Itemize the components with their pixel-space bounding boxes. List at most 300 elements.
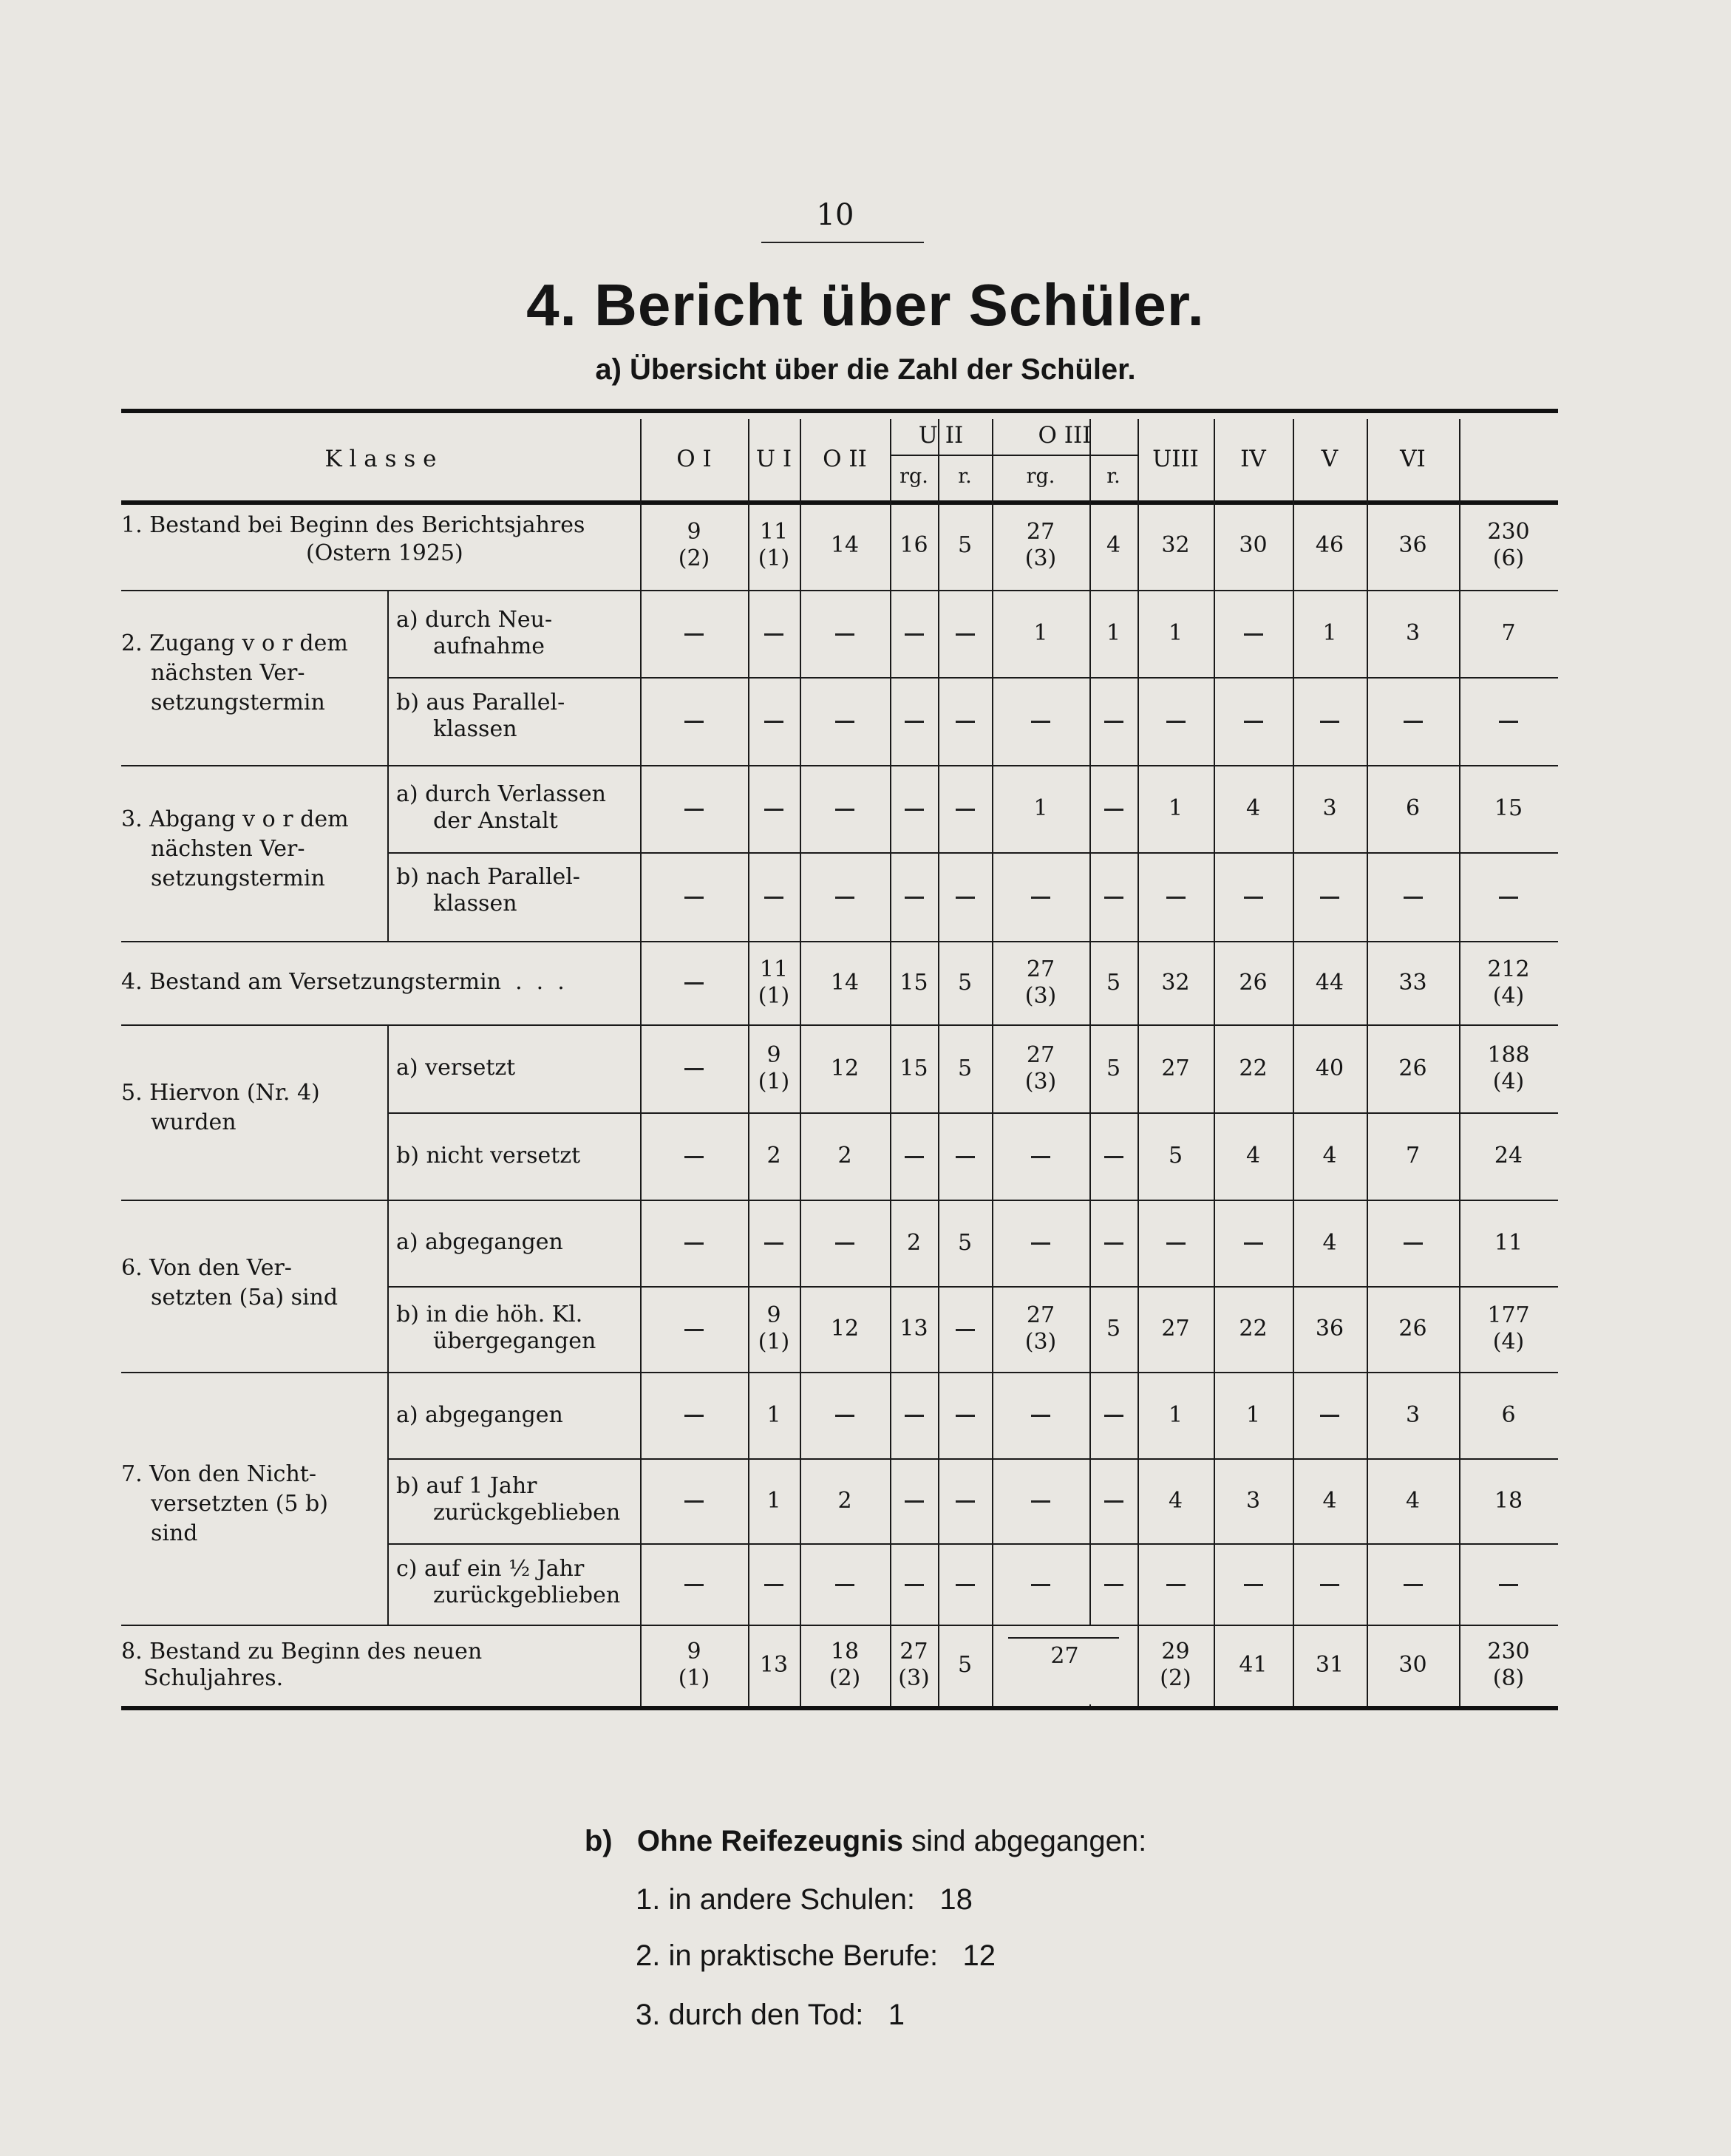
sub-row-label: klassen (433, 716, 517, 742)
table-cell (1459, 1402, 1558, 1429)
sub-row-label: übergegangen (433, 1328, 596, 1354)
page-number: 10 (816, 198, 854, 232)
table-cell (992, 1571, 1089, 1597)
cell-value: 4 (1245, 795, 1261, 821)
table-cell (938, 1055, 992, 1082)
dash-mark (1404, 1242, 1423, 1245)
table-cell (992, 1488, 1089, 1514)
table-cell (1367, 1143, 1459, 1169)
table-cell (938, 1652, 992, 1679)
table-cell (1089, 970, 1137, 996)
cell-value: 4 (1405, 1487, 1421, 1514)
list-item-value: 12 (962, 1939, 996, 1972)
table-rule (121, 1625, 1558, 1626)
column-header: IV (1240, 446, 1266, 472)
cell-value: 36 (1315, 1316, 1344, 1341)
dash-mark (905, 721, 924, 723)
table-cell (938, 883, 992, 910)
row-label: 2. Zugang v o r dem (121, 630, 348, 656)
table-cell (800, 970, 890, 996)
cell-value: 1 (1168, 795, 1183, 821)
table-cell (800, 1316, 890, 1342)
list-item-label: 2. in praktische Berufe: (636, 1939, 939, 1972)
table-cell (890, 532, 938, 559)
cell-subvalue: (1) (758, 982, 790, 1009)
cell-subvalue: (8) (1492, 1665, 1525, 1691)
sub-row-label: klassen (433, 891, 517, 917)
table-rule (992, 455, 1137, 456)
dash-mark (905, 1500, 924, 1503)
table-cell (1293, 1316, 1367, 1342)
table-cell (890, 970, 938, 996)
table-cell (640, 1639, 748, 1692)
table-cell (1214, 970, 1293, 996)
table-cell (938, 795, 992, 822)
cell-value: 5 (957, 1229, 973, 1256)
table-cell (1367, 883, 1459, 910)
table-cell (938, 1571, 992, 1597)
column-header: r. (1106, 465, 1120, 488)
table-rule (121, 590, 1558, 591)
row-label: 1. Bestand bei Beginn des Berichtsjahres (121, 512, 585, 538)
column-header: rg. (899, 465, 928, 488)
dash-mark (684, 1329, 704, 1331)
table-rule (890, 455, 992, 456)
cell-value: 5 (957, 1055, 973, 1081)
table-cell (748, 1302, 800, 1356)
table-cell (1137, 620, 1214, 647)
table-cell (640, 519, 748, 572)
cell-value: 15 (1494, 795, 1523, 821)
cell-value: 40 (1315, 1055, 1344, 1081)
row-label: nächsten Ver- (151, 660, 305, 686)
cell-value: 3 (1405, 1401, 1421, 1428)
table-cell (1089, 1230, 1137, 1256)
row-label: (Ostern 1925) (306, 540, 463, 566)
table-cell (800, 1402, 890, 1429)
table-cell (1367, 1402, 1459, 1429)
row-label: setzten (5a) sind (151, 1285, 339, 1310)
table-cell (748, 1042, 800, 1095)
cell-value: 6 (1405, 795, 1421, 821)
list-item-value: 1 (888, 1999, 905, 2031)
dash-mark (956, 809, 975, 811)
table-cell (748, 1143, 800, 1169)
row-label: 4. Bestand am Versetzungstermin . . . (121, 969, 565, 995)
cell-value: 30 (1239, 531, 1268, 558)
cell-value: 18 (830, 1639, 860, 1664)
table-cell (1137, 1571, 1214, 1597)
table-cell (640, 1571, 748, 1597)
cell-value: 5 (957, 969, 973, 996)
table-cell (640, 883, 748, 910)
table-rule (121, 1706, 1558, 1710)
column-header: O I (676, 446, 712, 472)
table-cell (748, 1402, 800, 1429)
dash-mark (1104, 1500, 1123, 1503)
cell-value: 26 (1398, 1055, 1427, 1081)
cell-subvalue: (2) (1160, 1665, 1191, 1691)
dash-mark (835, 897, 854, 899)
table-cell (1137, 1143, 1214, 1169)
dash-mark (684, 1584, 704, 1586)
dash-mark (1499, 897, 1518, 899)
table-cell (748, 956, 800, 1010)
dash-mark (905, 1156, 924, 1158)
dash-mark (956, 1584, 975, 1586)
table-cell (1367, 1230, 1459, 1256)
table-cell (1367, 795, 1459, 822)
dash-mark (1031, 897, 1050, 899)
table-cell (1137, 1230, 1214, 1256)
cell-value: 27 (1050, 1643, 1079, 1669)
dash-mark (1104, 1156, 1123, 1158)
cell-value: 31 (1315, 1652, 1344, 1678)
dash-mark (1104, 897, 1123, 899)
table-cell (1214, 708, 1293, 735)
table-cell (938, 1488, 992, 1514)
table-cell (1367, 970, 1459, 996)
table-cell (748, 1230, 800, 1256)
dash-mark (1031, 1242, 1050, 1245)
cell-subvalue: (4) (1492, 982, 1525, 1009)
dash-mark (764, 809, 783, 811)
bottom-heading (0, 1822, 1731, 1860)
table-cell (890, 708, 938, 735)
dash-mark (1166, 897, 1186, 899)
page-number-rule (761, 242, 924, 243)
list-item (636, 1936, 996, 1975)
table-cell (1137, 795, 1214, 822)
table-rule (387, 677, 1558, 679)
sub-row-label: b) nach Parallel- (396, 864, 580, 890)
table-cell (640, 1055, 748, 1082)
dash-mark (1320, 721, 1339, 723)
table-cell (938, 970, 992, 996)
table-cell (1214, 1230, 1293, 1256)
cell-value: 15 (899, 1055, 928, 1081)
cell-value: 11 (1494, 1229, 1523, 1256)
dash-mark (956, 897, 975, 899)
table-cell (1214, 883, 1293, 910)
dash-mark (1244, 1584, 1263, 1586)
table-cell (1089, 708, 1137, 735)
table-cell (800, 1571, 890, 1597)
dash-mark (1320, 897, 1339, 899)
table-cell (992, 795, 1089, 822)
sub-row-label: zurückgeblieben (433, 1582, 621, 1608)
dash-mark (1499, 721, 1518, 723)
dash-mark (1104, 1242, 1123, 1245)
table-cell (992, 708, 1089, 735)
table-cell (640, 1488, 748, 1514)
table-cell (1367, 532, 1459, 559)
table-cell (748, 620, 800, 647)
table-cell (1137, 1316, 1214, 1342)
list-item-value: 18 (939, 1883, 973, 1916)
table-cell (1459, 1488, 1558, 1514)
cell-value: 33 (1398, 969, 1427, 996)
table-rule (387, 1112, 1558, 1114)
cell-value: 1 (1033, 620, 1048, 646)
table-cell (640, 970, 748, 996)
cell-value: 27 (1026, 956, 1055, 982)
table-cell (938, 1143, 992, 1169)
row-label: sind (151, 1520, 198, 1546)
cell-subvalue: (2) (829, 1665, 861, 1691)
dash-mark (1031, 1156, 1050, 1158)
column-header: O II (823, 446, 867, 472)
table-cell (1459, 708, 1558, 735)
cell-value: 11 (759, 956, 789, 982)
table-cell (890, 1316, 938, 1342)
table-cell (1214, 620, 1293, 647)
cell-value: 14 (830, 531, 860, 558)
dash-mark (684, 1500, 704, 1503)
table-cell (800, 883, 890, 910)
table-cell (992, 620, 1089, 647)
dash-mark (956, 1415, 975, 1417)
cell-value: 177 (1487, 1302, 1530, 1328)
cell-value: 4 (1322, 1143, 1337, 1169)
merge-bracket (1008, 1637, 1119, 1639)
table-cell (640, 708, 748, 735)
column-header: rg. (1026, 465, 1055, 488)
dash-mark (684, 809, 704, 811)
dash-mark (1244, 897, 1263, 899)
cell-value: 4 (1245, 1143, 1261, 1169)
cell-subvalue: (3) (898, 1665, 930, 1691)
row-label: 6. Von den Ver- (121, 1255, 292, 1281)
cell-subvalue: (4) (1492, 1068, 1525, 1095)
cell-value: 1 (766, 1401, 781, 1428)
table-cell (992, 519, 1089, 572)
table-cell (938, 1316, 992, 1342)
table-cell (1089, 795, 1137, 822)
table-cell (1459, 1042, 1558, 1095)
dash-mark (835, 809, 854, 811)
dash-mark (1244, 633, 1263, 636)
table-cell (938, 1230, 992, 1256)
cell-subvalue: (3) (1024, 982, 1057, 1009)
dash-mark (1320, 1584, 1339, 1586)
table-cell (1367, 708, 1459, 735)
table-cell (1214, 795, 1293, 822)
dash-mark (1031, 1415, 1050, 1417)
dash-mark (684, 1068, 704, 1070)
dash-mark (764, 633, 783, 636)
student-count-table (121, 409, 1558, 1713)
row-label: setzungstermin (151, 690, 325, 715)
row-label: 8. Bestand zu Beginn des neuen (121, 1639, 483, 1664)
row-label: wurden (151, 1109, 237, 1135)
table-cell (1293, 1143, 1367, 1169)
cell-value: 29 (1161, 1639, 1190, 1664)
cell-value: 1 (1168, 620, 1183, 646)
cell-value: 27 (1026, 518, 1055, 545)
cell-value: 15 (899, 969, 928, 996)
sub-row-label: b) nicht versetzt (396, 1143, 581, 1169)
table-cell (1089, 1488, 1137, 1514)
table-cell (890, 1571, 938, 1597)
dash-mark (764, 721, 783, 723)
table-cell (1089, 1316, 1137, 1342)
table-cell (1293, 1488, 1367, 1514)
cell-value: 11 (759, 518, 789, 545)
cell-value: 27 (899, 1639, 928, 1664)
table-cell (1137, 532, 1214, 559)
table-cell (890, 1639, 938, 1692)
table-cell (1137, 970, 1214, 996)
cell-value: 12 (830, 1055, 860, 1081)
sub-row-label: c) auf ein ½ Jahr (396, 1556, 585, 1582)
table-cell (1214, 1316, 1293, 1342)
dash-mark (684, 633, 704, 636)
dash-mark (1166, 1584, 1186, 1586)
row-label: setzungstermin (151, 866, 325, 891)
table-cell (800, 708, 890, 735)
table-rule (387, 1543, 1558, 1545)
cell-value: 9 (766, 1041, 781, 1068)
table-cell (890, 883, 938, 910)
cell-value: 188 (1487, 1041, 1530, 1068)
column-header: U I (755, 446, 792, 472)
dash-mark (1320, 1415, 1339, 1417)
table-rule (121, 941, 1558, 942)
table-cell (748, 708, 800, 735)
table-cell (748, 1652, 800, 1679)
cell-value: 7 (1501, 620, 1516, 646)
cell-value: 9 (766, 1302, 781, 1328)
sub-row-label: a) durch Neu- (396, 607, 553, 633)
dash-mark (684, 897, 704, 899)
table-cell (1459, 956, 1558, 1010)
dash-mark (1404, 721, 1423, 723)
cell-value: 16 (899, 531, 928, 558)
table-rule (387, 1458, 1558, 1460)
table-cell (938, 1402, 992, 1429)
column-divider (387, 765, 389, 941)
column-header: V (1321, 446, 1339, 472)
table-cell (1137, 1402, 1214, 1429)
cell-subvalue: (6) (1492, 545, 1525, 571)
dash-mark (1244, 721, 1263, 723)
cell-value: 5 (957, 531, 973, 558)
row-label: nächsten Ver- (151, 836, 305, 862)
cell-value: 2 (837, 1143, 852, 1169)
table-cell (938, 532, 992, 559)
cell-value: 26 (1398, 1316, 1427, 1341)
cell-subvalue: (1) (758, 1329, 790, 1355)
dash-mark (835, 1242, 854, 1245)
table-cell (1089, 620, 1137, 647)
dash-mark (764, 1584, 783, 1586)
column-header: O III (1038, 422, 1092, 449)
cell-value: 2 (837, 1487, 852, 1514)
table-cell (1293, 883, 1367, 910)
table-cell (1089, 1143, 1137, 1169)
table-rule (121, 1372, 1558, 1373)
cell-value: 1 (1106, 620, 1121, 646)
dash-mark (956, 1329, 975, 1331)
table-cell (748, 883, 800, 910)
table-cell (1214, 1652, 1293, 1679)
cell-value: 13 (899, 1316, 928, 1341)
cell-subvalue: (1) (678, 1665, 710, 1691)
cell-subvalue: (1) (758, 1068, 790, 1095)
cell-value: 230 (1487, 1639, 1530, 1664)
dash-mark (956, 721, 975, 723)
table-cell (1137, 708, 1214, 735)
sub-row-label: a) abgegangen (396, 1402, 563, 1428)
sub-row-label: a) durch Verlassen (396, 781, 607, 807)
cell-value: 230 (1487, 518, 1530, 545)
table-cell (1089, 1402, 1137, 1429)
cell-value: 32 (1161, 531, 1190, 558)
table-rule (121, 765, 1558, 766)
column-divider (387, 590, 389, 765)
dash-mark (1104, 721, 1123, 723)
table-cell (748, 795, 800, 822)
list-item (636, 1880, 973, 1919)
table-cell (1459, 883, 1558, 910)
table-cell (800, 1055, 890, 1082)
table-cell (640, 1316, 748, 1342)
table-cell (800, 1230, 890, 1256)
column-divider (387, 1200, 389, 1372)
cell-value: 32 (1161, 969, 1190, 996)
table-cell (992, 1643, 1137, 1670)
column-header: r. (958, 465, 972, 488)
sub-row-label: b) in die höh. Kl. (396, 1302, 583, 1327)
cell-value: 22 (1239, 1055, 1268, 1081)
cell-value: 36 (1398, 531, 1427, 558)
table-cell (640, 1143, 748, 1169)
dash-mark (684, 721, 704, 723)
dash-mark (1031, 1584, 1050, 1586)
table-cell (1459, 620, 1558, 647)
cell-value: 41 (1239, 1652, 1268, 1678)
table-cell (1293, 1402, 1367, 1429)
cell-value: 5 (957, 1652, 973, 1678)
row-label: 7. Von den Nicht- (121, 1461, 316, 1487)
table-rule (121, 500, 1558, 505)
column-divider (387, 1024, 389, 1200)
column-header: VI (1400, 446, 1426, 472)
cell-value: 46 (1315, 531, 1344, 558)
table-cell (938, 708, 992, 735)
table-cell (992, 1302, 1089, 1356)
cell-value: 2 (906, 1229, 922, 1256)
dash-mark (1166, 721, 1186, 723)
table-cell (800, 1143, 890, 1169)
dash-mark (764, 1242, 783, 1245)
cell-value: 12 (830, 1316, 860, 1341)
table-cell (800, 1639, 890, 1692)
cell-value: 27 (1161, 1055, 1190, 1081)
table-cell (992, 1402, 1089, 1429)
sub-row-label: b) aus Parallel- (396, 690, 565, 715)
table-rule (387, 852, 1558, 854)
table-cell (1137, 1488, 1214, 1514)
table-cell (890, 620, 938, 647)
bottom-heading-rest: sind abgegangen: (911, 1825, 1147, 1857)
sub-row-label: a) abgegangen (396, 1229, 563, 1255)
cell-subvalue: (3) (1024, 1068, 1057, 1095)
table-rule (121, 1024, 1558, 1026)
table-cell (1459, 1302, 1558, 1356)
table-cell (1089, 883, 1137, 910)
